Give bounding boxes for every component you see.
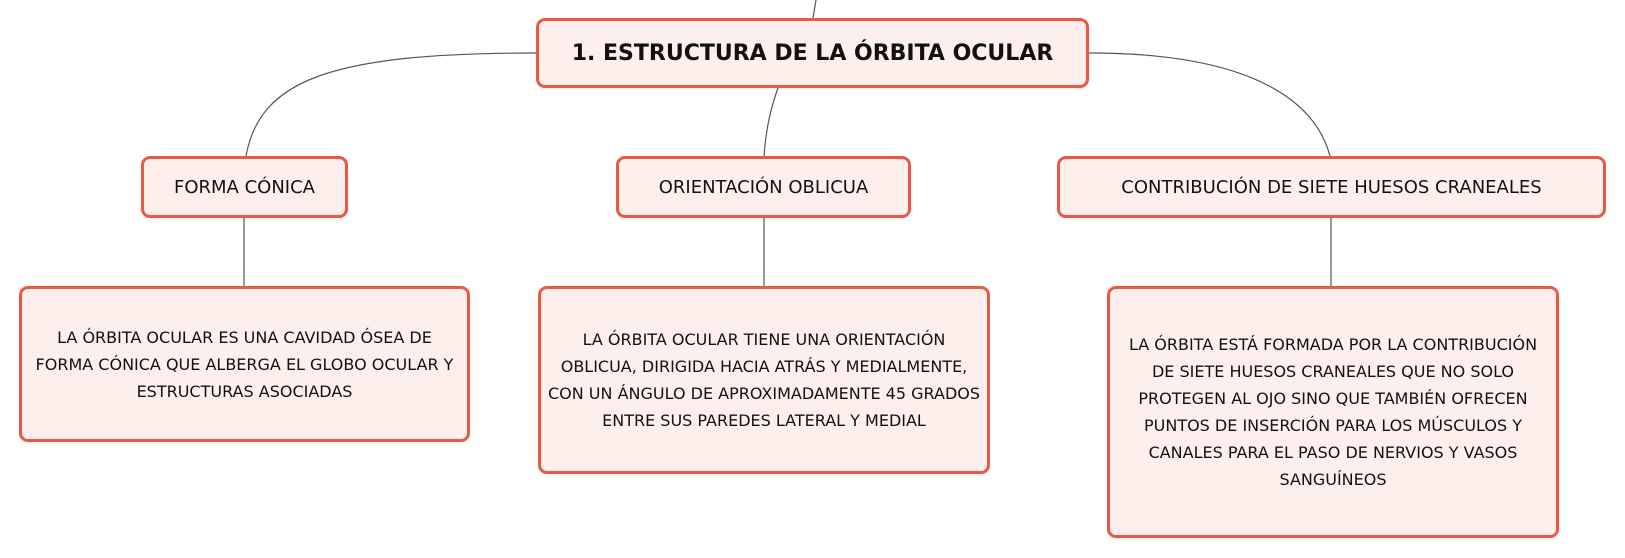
subtopic-label: ORIENTACIÓN OBLICUA	[658, 176, 869, 198]
subtopic-forma-conica[interactable]	[141, 156, 348, 218]
subtopic-orientacion-oblicua[interactable]	[616, 156, 911, 218]
detail-forma-conica[interactable]	[19, 286, 470, 442]
detail-text: LA ÓRBITA OCULAR ES UNA CAVIDAD ÓSEA DE FORMA CÓNICA QUE ALBERGA EL GLOBO OCULAR Y ESTRUCTURAS ASOCIADAS	[35, 327, 454, 401]
connector-incoming-root	[813, 0, 816, 18]
connector-root-to-orientacion	[764, 88, 778, 156]
detail-text: LA ÓRBITA OCULAR TIENE UNA ORIENTACIÓN OBLICUA, DIRIGIDA HACIA ATRÁS Y MEDIALMENTE, CON UN ÁNGULO DE APROXIMADAMENTE 45 GRADOS ENTRE SUS PAREDES LATERAL Y MEDIAL	[547, 330, 981, 430]
detail-orientacion-oblicua[interactable]	[538, 286, 990, 474]
detail-contribucion-huesos[interactable]	[1107, 286, 1559, 538]
connector-root-to-forma	[246, 53, 536, 156]
subtopic-label: CONTRIBUCIÓN DE SIETE HUESOS CRANEALES	[1121, 176, 1542, 198]
subtopic-label: FORMA CÓNICA	[174, 176, 315, 198]
detail-text: LA ÓRBITA ESTÁ FORMADA POR LA CONTRIBUCIÓN DE SIETE HUESOS CRANEALES QUE NO SOLO PROTEGEN AL OJO SINO QUE TAMBIÉN OFRECEN PUNTOS DE INSERCIÓN PARA LOS MÚSCULOS Y CANALES PARA EL PASO DE NERVIOS Y VASOS SANGUÍNEOS	[1128, 335, 1538, 489]
root-topic-label: 1. ESTRUCTURA DE LA ÓRBITA OCULAR	[571, 40, 1054, 66]
root-topic-node[interactable]	[536, 18, 1089, 88]
subtopic-contribucion-huesos[interactable]	[1057, 156, 1606, 218]
connector-root-to-huesos	[1089, 53, 1330, 156]
